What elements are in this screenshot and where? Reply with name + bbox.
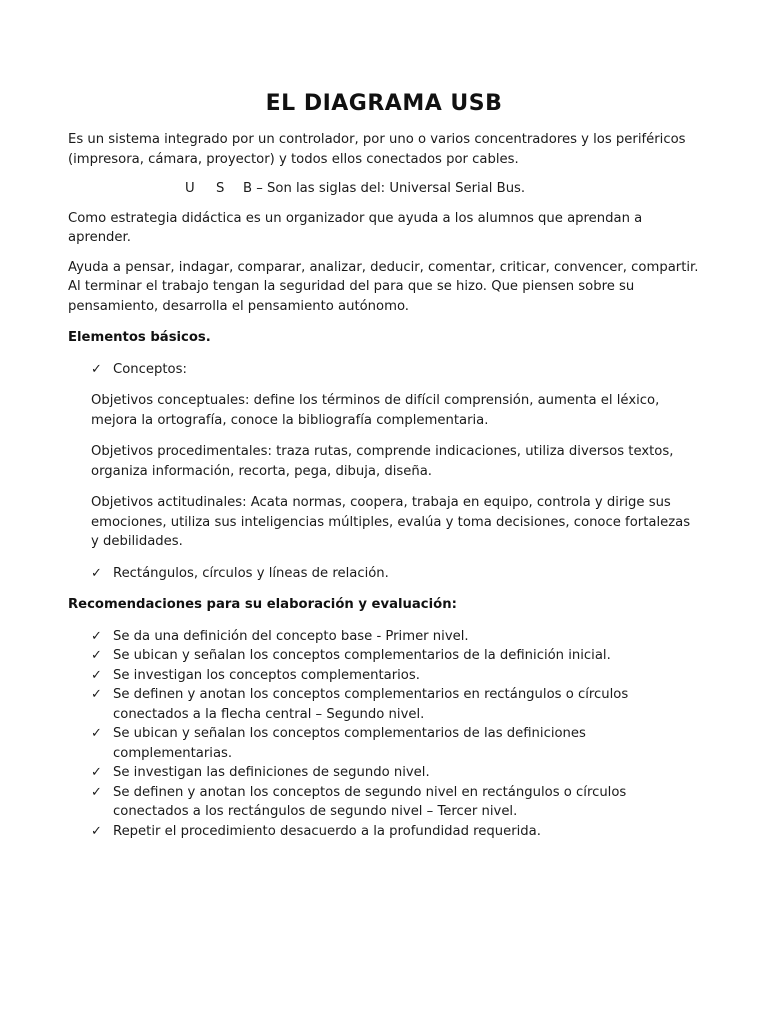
list-item — [91, 627, 700, 647]
checkmark-icon: ✓ — [91, 361, 102, 377]
checkmark-icon: ✓ — [91, 565, 102, 581]
checkmark-icon: ✓ — [91, 687, 102, 702]
checkmark-icon: ✓ — [91, 823, 102, 839]
objective-conceptual: Objetivos conceptuales: define los términos de difícil comprensión, aumenta el léxico, mejora la ortografía, conoce la bibliografía complementaria. — [91, 393, 660, 428]
document-title: EL DIAGRAMA USB — [265, 91, 503, 116]
document-page — [68, 90, 700, 841]
list-item — [91, 646, 700, 666]
recommendation-text: Se definen y anotan los conceptos de segundo nivel en rectángulos o círculos conectados a los rectángulos de segundo nivel – Tercer nivel. — [113, 784, 627, 819]
objective-procedural: Objetivos procedimentales: traza rutas, comprende indicaciones, utiliza diversos textos, organiza información, recorta, pega, dibuja, diseña. — [91, 444, 674, 479]
recommendation-text: Se investigan las definiciones de segundo nivel. — [113, 765, 430, 780]
strategy-paragraph: Como estrategia didáctica es un organizador que ayuda a los alumnos que aprendan a aprender. — [68, 210, 643, 245]
list-item — [91, 822, 700, 842]
checkmark-icon: ✓ — [91, 726, 102, 741]
list-item — [91, 783, 700, 822]
usb-letter-s: S — [216, 181, 225, 196]
concepts-item — [91, 360, 700, 380]
concepts-label: Conceptos: — [113, 361, 187, 377]
list-item — [91, 666, 700, 686]
list-item — [91, 763, 700, 783]
list-item — [91, 685, 700, 724]
shapes-item — [91, 564, 700, 584]
checkmark-icon: ✓ — [91, 784, 102, 800]
recommendations-heading: Recomendaciones para su elaboración y evaluación: — [68, 597, 457, 612]
recommendation-text: Se definen y anotan los conceptos complementarios en rectángulos o círculos conectados a la flecha central – Segundo nivel. — [113, 687, 629, 722]
checkmark-icon: ✓ — [91, 648, 102, 663]
objective-attitudinal: Objetivos actitudinales: Acata normas, coopera, trabaja en equipo, controla y dirige sus emociones, utiliza sus inteligencias múltiples, evalúa y toma decisiones, conoce fortalezas y debilidades. — [91, 495, 691, 549]
usb-letter-b-definition: B – Son las siglas del: Universal Serial Bus. — [243, 181, 526, 196]
usb-letter-u: U — [185, 181, 195, 196]
recommendation-text: Se ubican y señalan los conceptos complementarios de las definiciones complementarias. — [113, 726, 586, 761]
helps-paragraph: Ayuda a pensar, indagar, comparar, analizar, deducir, comentar, criticar, convencer, compartir. Al terminar el trabajo tengan la seguridad del para que se hizo. Que piensen sobre su pensamiento, desarrolla el pensamiento autónomo. — [68, 259, 699, 314]
recommendation-text: Se ubican y señalan los conceptos complementarios de la definición inicial. — [113, 648, 611, 663]
shapes-label: Rectángulos, círculos y líneas de relación. — [113, 565, 389, 581]
list-item — [91, 724, 700, 763]
usb-acronym-line — [185, 179, 700, 199]
elements-heading: Elementos básicos. — [68, 330, 211, 345]
checkmark-icon: ✓ — [91, 667, 102, 683]
recommendations-list — [91, 627, 700, 842]
recommendation-text: Repetir el procedimiento desacuerdo a la profundidad requerida. — [113, 823, 541, 839]
recommendation-text: Se investigan los conceptos complementarios. — [113, 667, 420, 683]
checkmark-icon: ✓ — [91, 765, 102, 780]
recommendation-text: Se da una definición del concepto base - Primer nivel. — [113, 628, 469, 644]
checkmark-icon: ✓ — [91, 628, 102, 644]
intro-paragraph: Es un sistema integrado por un controlador, por uno o varios concentradores y los periféricos (impresora, cámara, proyector) y todos ellos conectados por cables. — [68, 132, 686, 167]
